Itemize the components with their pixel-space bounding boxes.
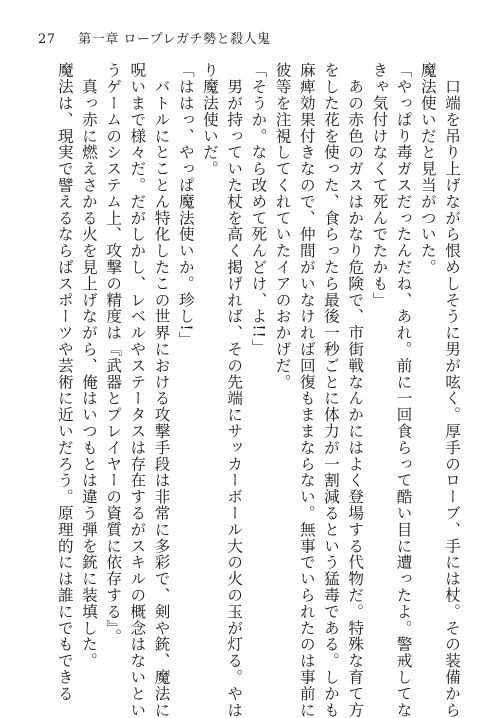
text-line: 「ははっ、やっぱ魔法使いか。珍し!」 [176, 62, 195, 348]
text-line: 真っ赤に燃えさかる火を見上げながら、俺はいつもとは違う弾を銃に装填した。 [79, 78, 98, 669]
running-header [38, 28, 271, 47]
text-line: 「やっぱり毒ガスだったんだね、あれ。前に一回食らって酷い目に遭ったよ。警戒してな [394, 62, 413, 718]
text-line: きゃ気付けなくて死んでたかも」 [370, 62, 389, 308]
text-line: 呪いまで様々だ。だがしかし、レベルやステータスは存在するがスキルの概念はないとい [128, 62, 147, 718]
text-line: 魔法は、現実で譬えるならばスポーツや芸術に近いだろう。原理的には誰にでもできる [55, 62, 74, 702]
text-line: 彼等を注視してくれていたイアのおかげだ。 [273, 62, 292, 390]
text-line: 魔法使いだと見当がついた。 [418, 62, 437, 276]
text-line: バトルにとことん特化したこの世界における攻撃手段は非常に多彩で、剣や銃、魔法に [152, 78, 171, 718]
text-line: 麻痺効果付きなので、仲間がいなければ回復もままならない。無事でいられたのは事前に [297, 62, 316, 718]
text-line: 男が持っていた杖を高く掲げれば、その先端にサッカーボール大の火の玉が灯る。やは [225, 78, 244, 718]
page-number: 27 [38, 32, 56, 47]
text-line: あの赤色のガスはかなり危険で、市街戦なんかにはよく登場する代物だ。特殊な育て方 [346, 78, 365, 718]
vertical-body-text [36, 62, 464, 718]
text-line: 「そうか。なら改めて死んどけ、よ!!」 [249, 62, 268, 355]
text-line: をした花を使った、食らったら最後一秒ごとに体力が一割減るという猛毒である。しかも [321, 62, 340, 718]
text-line: 口端を吊り上げながら恨めしそうに男が呟く。厚手のローブ、手には杖。その装備から [443, 78, 461, 718]
text-line: うゲームのシステム上、攻撃の精度は『武器とプレイヤーの資質に依存する』。 [104, 62, 123, 645]
text-line: り魔法使いだ。 [200, 62, 219, 177]
chapter-title: 第一章 ロープレガチ勢と殺人鬼 [78, 32, 271, 47]
